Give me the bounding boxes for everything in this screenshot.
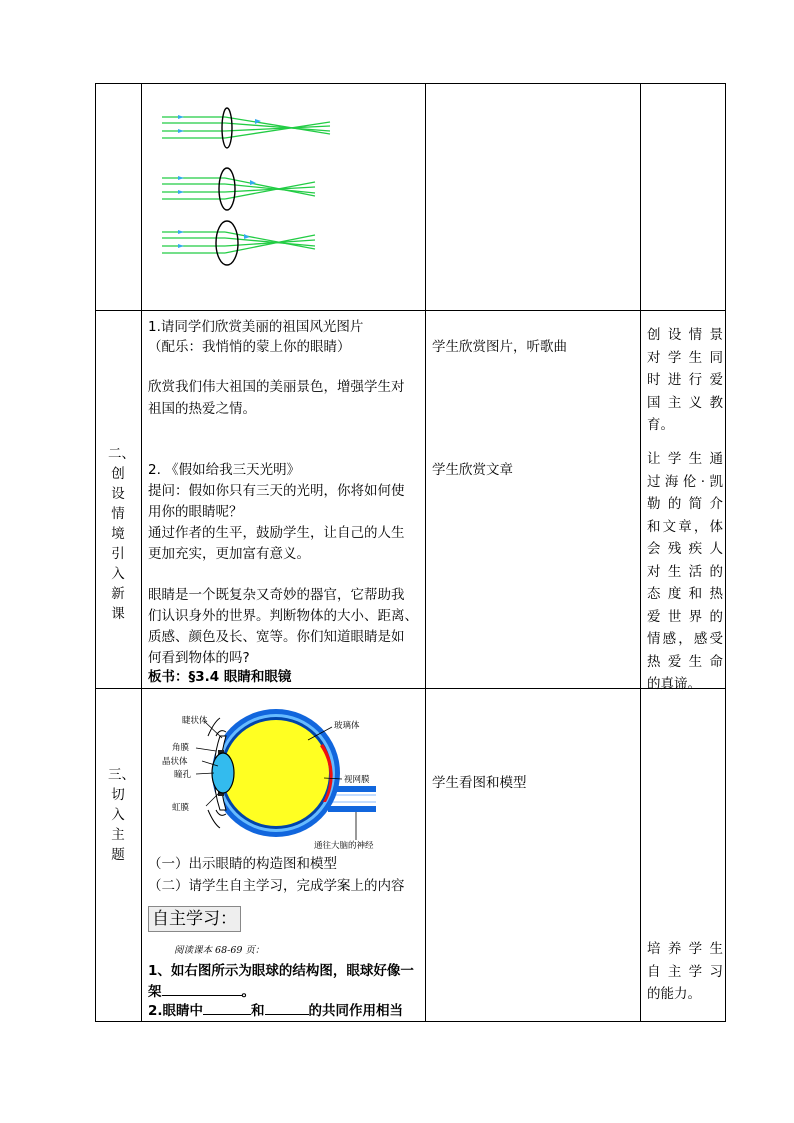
activity-1-music: （配乐：我悄悄的蒙上你的眼睛） (148, 339, 351, 355)
answer-blank-2[interactable] (203, 1000, 251, 1015)
answer-blank-1[interactable] (162, 981, 242, 996)
row-divider-2 (95, 688, 726, 689)
medium-lens-rays (162, 178, 315, 199)
reading-assignment: 阅读课本 68-69 页： (174, 945, 265, 956)
student-activity-2: 学生欣赏文章 (432, 462, 513, 478)
stage-label-intro: 二、创设情境引入新课 (108, 446, 135, 622)
activity-1-desc-2: 祖国的热爱之情。 (148, 401, 256, 417)
answer-blank-3[interactable] (265, 1000, 309, 1015)
eye-intro-4: 何看到物体的吗? (148, 650, 250, 666)
thin-lens (222, 108, 232, 148)
activity-2-question-1: 提问：假如你只有三天的光明，你将如何使 (148, 483, 405, 499)
eye-structure-diagram (160, 706, 400, 854)
topic-step-2: （二）请学生自主学习，完成学案上的内容 (148, 878, 405, 894)
activity-1-title: 1.请同学们欣赏美丽的祖国风光图片 (148, 319, 364, 335)
activity-1-desc-1: 欣赏我们伟大祖国的美丽景色，增强学生对 (148, 379, 405, 395)
purpose-2: 让学生通 过海伦·凯 勒的简介 和文章，体 会残疾人 对生活的 态度和热 爱世界的 情感，感受 热爱生命 的真谛。 (647, 451, 723, 692)
table-divider-3 (640, 83, 641, 1021)
label-cornea: 角膜 (172, 743, 190, 753)
thick-lens (216, 221, 238, 265)
table-divider-2 (425, 83, 426, 1021)
question-1-line-2: 架 。 (148, 981, 255, 1003)
activity-2-title: 2. 《假如给我三天光明》 (148, 462, 301, 478)
table-border-top (95, 83, 726, 84)
label-lens: 晶状体 (162, 757, 188, 767)
thin-lens-rays (162, 117, 330, 138)
purpose-3: 培养学生 自主学习 的能力。 (647, 941, 723, 1002)
self-study-heading: 自主学习： (148, 906, 241, 932)
table-divider-1 (141, 83, 142, 1021)
stage-label-topic: 三、切入主题 (108, 767, 135, 863)
label-vitreous: 玻璃体 (334, 721, 360, 731)
activity-2-desc-2: 更加充实，更加富有意义。 (148, 546, 310, 562)
row-divider-1 (95, 310, 726, 311)
student-activity-1: 学生欣赏图片，听歌曲 (432, 339, 567, 355)
label-ciliary-body: 睫状体 (182, 716, 208, 726)
eye-intro-2: 们认识身外的世界。判断物体的大小、距离、 (148, 608, 418, 624)
student-activity-3: 学生看图和模型 (432, 775, 527, 791)
question-2-line-1: 2.眼睛中 和 的共同作用相当 (148, 1000, 403, 1022)
table-border-right (725, 83, 726, 1021)
table-border-left (95, 83, 96, 1021)
activity-2-desc-1: 通过作者的生平，鼓励学生，让自己的人生 (148, 525, 405, 541)
label-optic-nerve: 通往大脑的神经 (314, 841, 374, 851)
label-pupil: 瞳孔 (174, 770, 192, 780)
eye-intro-1: 眼睛是一个既复杂又奇妙的器官，它帮助我 (148, 587, 405, 603)
label-retina: 视网膜 (344, 775, 370, 785)
label-iris: 虹膜 (172, 803, 190, 813)
question-1-line-1: 1、如右图所示为眼球的结构图，眼球好像一 (148, 963, 414, 979)
purpose-1: 创设情景 对学生同 时进行爱 国主义教 育。 (647, 327, 723, 433)
board-title: 板书：§3.4 眼睛和眼镜 (148, 669, 292, 685)
lens-focus-diagram (150, 100, 350, 270)
activity-2-question-2: 用你的眼睛呢？ (148, 504, 243, 520)
topic-step-1: （一）出示眼睛的构造图和模型 (148, 856, 337, 872)
eye-intro-3: 质感、颜色及长、宽等。你们知道眼睛是如 (148, 629, 405, 645)
medium-lens (219, 168, 235, 210)
